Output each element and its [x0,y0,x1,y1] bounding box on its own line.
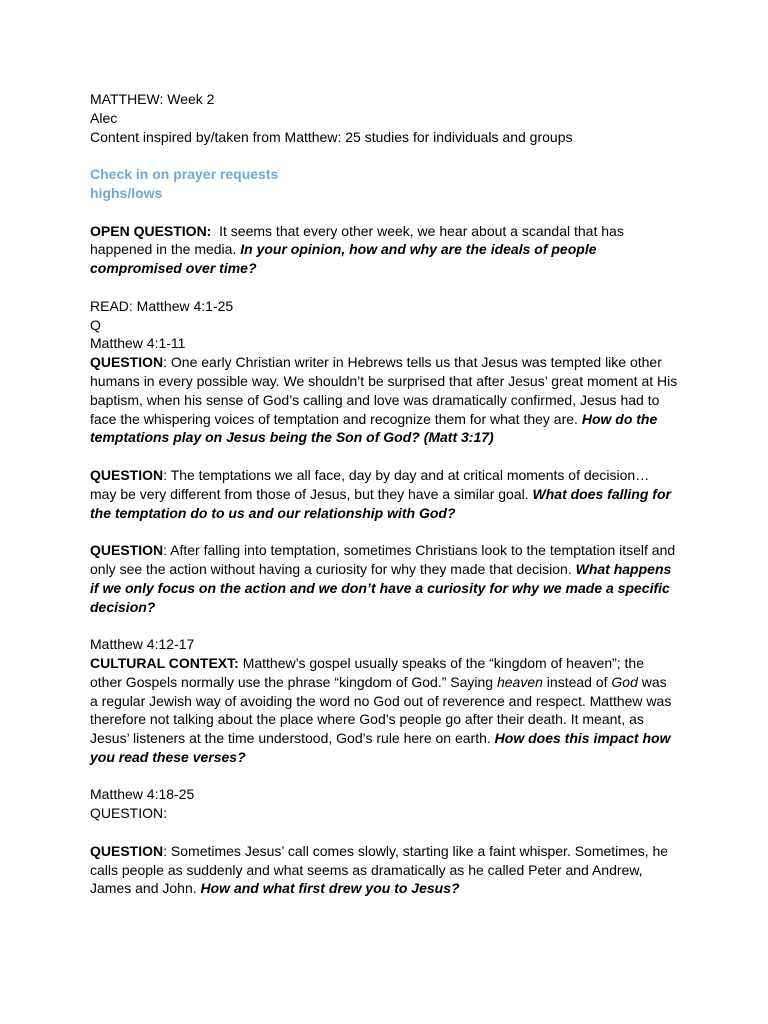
author-name: Alec [90,109,118,126]
empty-question-line: QUESTION: [90,805,168,822]
italic-heaven: heaven [496,673,543,690]
question-text: : One early Christian writer in Hebrews tells us that Jesus was tempted like other humans in every possible way. We shouldn’t be surprised that after Jesus’ great moment at His baptism, when his sense of God’s calling and love was dramatically confirmed, Jesus had to face the whispering voices of temptation and recognize them for what they are. [90,354,678,427]
spacer [90,616,678,635]
open-question-paragraph [90,222,678,278]
open-question-text: It seems that every other week, we hear about a scandal that has happened in the media. [90,222,628,258]
question-emphasis: What does falling for the temptation do to us and our relationship with God? [90,485,671,521]
spacer [90,146,678,165]
question-paragraph [90,353,678,447]
section-heading: Matthew 4:1-11 [90,335,186,352]
spacer [90,823,678,842]
section-heading: Matthew 4:18-25 [90,786,195,803]
cultural-context-label: CULTURAL CONTEXT: [90,654,239,671]
spacer [90,278,678,297]
check-in-highs-lows: highs/lows [90,184,163,201]
source-note: Content inspired by/taken from Matthew: 25 studies for individuals and groups [90,128,573,145]
question-paragraph [90,466,678,522]
question-text: : Sometimes Jesus’ call comes slowly, starting like a faint whisper. Sometimes, he calls people as suddenly and what seems as dramatically as he called Peter and Andrew, James and John. [90,842,669,897]
question-text: : After falling into temptation, sometimes Christians look to the temptation itself and only see the action without having a curiosity for why they made that decision. [90,542,676,577]
spacer [90,447,678,466]
cultural-context-paragraph [90,654,678,767]
cultural-context-text: was a regular Jewish way of avoiding the word no God out of reverence and respect. Matthew was therefore not talking about the place where God’s people go after their death. It meant, as Jesus’ listeners at the time understood, God’s rule here on earth. [90,673,672,747]
cultural-context-text: instead of [542,673,612,690]
open-question-label: OPEN QUESTION: [90,222,212,239]
spacer [90,522,678,541]
question-paragraph [90,541,678,616]
document-page [90,90,678,898]
cultural-context-emphasis: How does this impact how you read these verses? [90,730,671,765]
question-text: : The temptations we all face, day by day and at critical moments of decision… may be very different from those of Jesus, but they have a similar goal. [90,466,650,502]
spacer [90,767,678,786]
question-label: QUESTION [90,842,164,859]
question-label: QUESTION [90,354,164,371]
question-label: QUESTION [90,542,164,559]
italic-god: God [611,673,638,690]
question-emphasis: How do the temptations play on Jesus being the Son of God? (Matt 3:17) [90,410,658,446]
question-emphasis: What happens if we only focus on the action and we don’t have a curiosity for why we made a specific decision? [90,560,672,615]
spacer [90,203,678,222]
check-in-prayer-requests: Check in on prayer requests [90,166,279,183]
q-line: Q [90,316,101,333]
document-title: MATTHEW: Week 2 [90,91,215,107]
cultural-context-text: Matthew’s gospel usually speaks of the “kingdom of heaven”; the other Gospels normally use the phrase “kingdom of God.” Saying [90,654,645,690]
section-heading: Matthew 4:12-17 [90,636,195,653]
read-line: READ: Matthew 4:1-25 [90,297,234,314]
question-emphasis: How and what first drew you to Jesus? [200,880,460,897]
open-question-emphasis: In your opinion, how and why are the ideals of people compromised over time? [90,241,597,277]
question-label: QUESTION [90,466,164,483]
question-paragraph [90,842,678,898]
